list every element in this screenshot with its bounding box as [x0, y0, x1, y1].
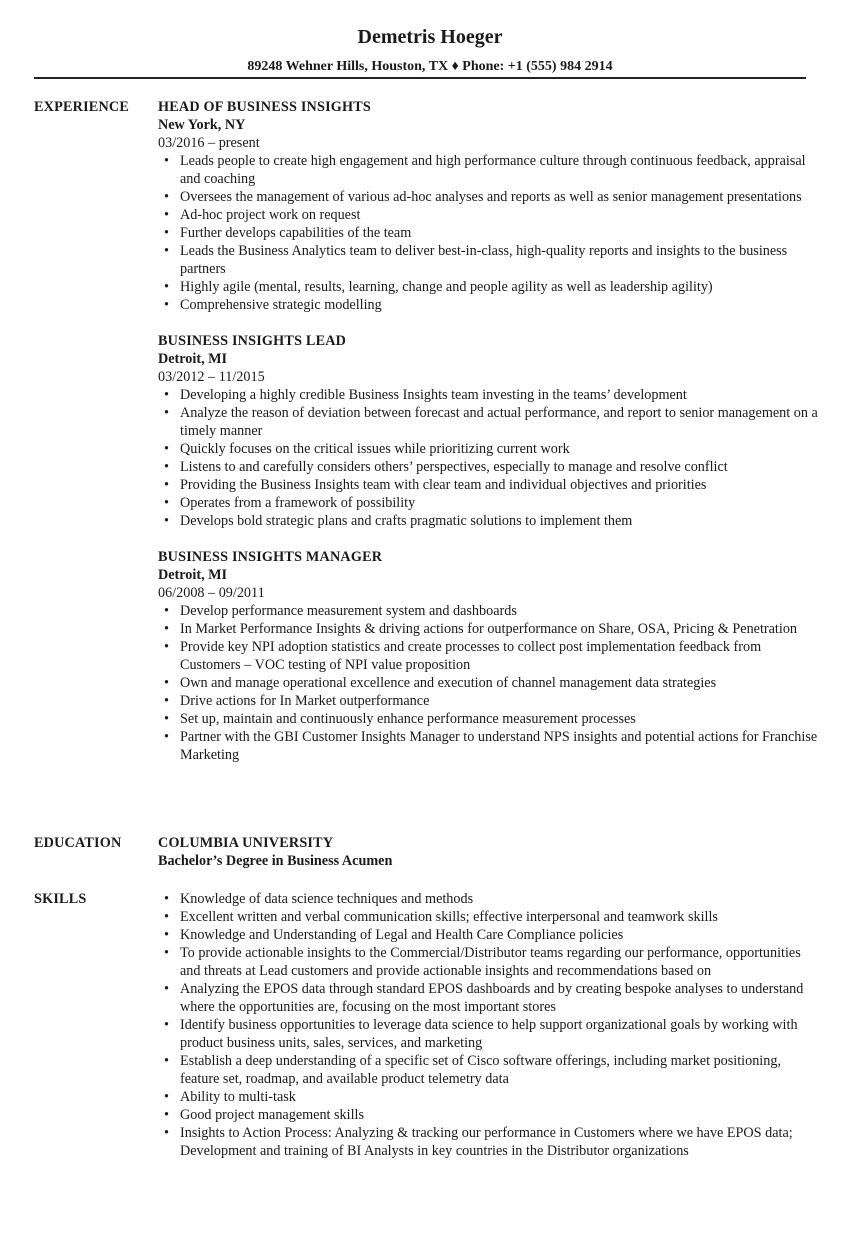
bullet-icon: •	[164, 297, 169, 313]
job-entry	[158, 98, 818, 314]
list-item	[158, 296, 818, 314]
education-heading: EDUCATION	[34, 835, 122, 851]
list-item	[158, 1016, 818, 1052]
list-item	[158, 890, 818, 908]
list-item	[158, 224, 818, 242]
bullet-text: Own and manage operational excellence and execution of channel management data strategies	[180, 675, 717, 691]
list-item	[158, 926, 818, 944]
skills-bullet-list	[158, 890, 818, 1160]
contact-line: 89248 Wehner Hills, Houston, TX ♦ Phone: +1 (555) 984 2914	[247, 59, 613, 74]
job-dates: 06/2008 – 09/2011	[158, 585, 265, 601]
bullet-text: Quickly focuses on the critical issues while prioritizing current work	[180, 441, 570, 457]
bullet-icon: •	[164, 441, 169, 457]
list-item	[158, 494, 818, 512]
bullet-icon: •	[164, 675, 169, 691]
bullet-icon: •	[164, 1089, 169, 1105]
bullet-text: Leads the Business Analytics team to deliver best-in-class, high-quality reports and insights to the business partners	[180, 243, 788, 277]
bullet-text: Knowledge of data science techniques and methods	[180, 891, 474, 907]
bullet-text: Knowledge and Understanding of Legal and Health Care Compliance policies	[180, 927, 624, 943]
bullet-icon: •	[164, 693, 169, 709]
job-location: Detroit, MI	[158, 567, 228, 583]
bullet-text: Identify business opportunities to leverage data science to help support organizational goals by working with product business units, sales, services, and marketing	[180, 1017, 798, 1051]
bullet-icon: •	[164, 1053, 169, 1069]
skills-heading: SKILLS	[34, 891, 87, 907]
list-item	[158, 908, 818, 926]
bullet-icon: •	[164, 981, 169, 997]
list-item	[158, 944, 818, 980]
bullet-icon: •	[164, 891, 169, 907]
list-item	[158, 674, 818, 692]
job-dates: 03/2016 – present	[158, 135, 260, 151]
bullet-icon: •	[164, 1017, 169, 1033]
bullet-text: Developing a highly credible Business Insights team investing in the teams’ development	[180, 387, 687, 403]
job-title: HEAD OF BUSINESS INSIGHTS	[158, 99, 372, 115]
job-entry	[158, 332, 818, 530]
list-item	[158, 638, 818, 674]
bullet-icon: •	[164, 1125, 169, 1141]
list-item	[158, 710, 818, 728]
list-item	[158, 242, 818, 278]
bullet-icon: •	[164, 189, 169, 205]
job-bullet-list	[158, 602, 818, 764]
bullet-text: Develops bold strategic plans and crafts pragmatic solutions to implement them	[180, 513, 633, 529]
bullet-icon: •	[164, 459, 169, 475]
bullet-text: Oversees the management of various ad-hoc analyses and reports as well as senior management presentations	[180, 189, 802, 205]
list-item	[158, 980, 818, 1016]
degree-name: Bachelor’s Degree in Business Acumen	[158, 853, 393, 869]
bullet-text: To provide actionable insights to the Commercial/Distributor teams regarding our performance, opportunities and threats at Lead customers and provide actionable insights and recommendations based on	[180, 945, 801, 979]
bullet-icon: •	[164, 711, 169, 727]
bullet-text: Listens to and carefully considers others’ perspectives, especially to manage and resolve conflict	[180, 459, 728, 475]
bullet-icon: •	[164, 477, 169, 493]
list-item	[158, 692, 818, 710]
bullet-text: Further develops capabilities of the team	[180, 225, 412, 241]
bullet-icon: •	[164, 225, 169, 241]
bullet-text: Providing the Business Insights team with clear team and individual objectives and priorities	[180, 477, 707, 493]
job-bullet-list	[158, 386, 818, 530]
list-item	[158, 602, 818, 620]
bullet-text: Comprehensive strategic modelling	[180, 297, 382, 313]
job-dates: 03/2012 – 11/2015	[158, 369, 265, 385]
bullet-text: Leads people to create high engagement and high performance culture through continuous feedback, appraisal and coaching	[180, 153, 806, 187]
bullet-text: Ad-hoc project work on request	[180, 207, 361, 223]
bullet-icon: •	[164, 603, 169, 619]
bullet-icon: •	[164, 909, 169, 925]
list-item	[158, 278, 818, 296]
bullet-icon: •	[164, 495, 169, 511]
experience-heading: EXPERIENCE	[34, 99, 130, 115]
experience-body	[158, 98, 818, 782]
bullet-icon: •	[164, 639, 169, 655]
candidate-name: Demetris Hoeger	[357, 26, 503, 48]
list-item	[158, 386, 818, 404]
list-item	[158, 476, 818, 494]
list-item	[158, 404, 818, 440]
bullet-icon: •	[164, 243, 169, 259]
bullet-text: Drive actions for In Market outperformance	[180, 693, 430, 709]
header-divider	[34, 77, 806, 79]
job-title: BUSINESS INSIGHTS MANAGER	[158, 549, 383, 565]
bullet-icon: •	[164, 729, 169, 745]
bullet-text: Operates from a framework of possibility	[180, 495, 416, 511]
skills-body	[158, 890, 818, 1160]
bullet-icon: •	[164, 927, 169, 943]
list-item	[158, 1106, 818, 1124]
list-item	[158, 1124, 818, 1160]
list-item	[158, 620, 818, 638]
job-location: Detroit, MI	[158, 351, 228, 367]
bullet-text: Provide key NPI adoption statistics and create processes to collect post implementation feedback from Customers – VOC testing of NPI value proposition	[180, 639, 762, 673]
bullet-icon: •	[164, 1107, 169, 1123]
list-item	[158, 152, 818, 188]
bullet-text: Good project management skills	[180, 1107, 365, 1123]
bullet-icon: •	[164, 405, 169, 421]
job-title: BUSINESS INSIGHTS LEAD	[158, 333, 347, 349]
bullet-icon: •	[164, 513, 169, 529]
list-item	[158, 1088, 818, 1106]
list-item	[158, 458, 818, 476]
list-item	[158, 440, 818, 458]
bullet-text: Analyzing the EPOS data through standard EPOS dashboards and by creating bespoke analyses to understand where the opportunities are, focusing on the most important stores	[180, 981, 804, 1015]
bullet-text: Develop performance measurement system and dashboards	[180, 603, 517, 619]
bullet-icon: •	[164, 387, 169, 403]
list-item	[158, 728, 818, 764]
school-name: COLUMBIA UNIVERSITY	[158, 835, 334, 851]
bullet-text: Ability to multi-task	[180, 1089, 296, 1105]
bullet-text: Partner with the GBI Customer Insights Manager to understand NPS insights and potential actions for Franchise Marketing	[180, 729, 818, 763]
list-item	[158, 1052, 818, 1088]
job-entry	[158, 548, 818, 764]
list-item	[158, 512, 818, 530]
bullet-icon: •	[164, 945, 169, 961]
job-bullet-list	[158, 152, 818, 314]
bullet-text: Highly agile (mental, results, learning, change and people agility as well as leadership agility)	[180, 279, 713, 295]
bullet-text: Excellent written and verbal communication skills; effective interpersonal and teamwork skills	[180, 909, 718, 925]
bullet-icon: •	[164, 279, 169, 295]
list-item	[158, 206, 818, 224]
job-location: New York, NY	[158, 117, 246, 133]
bullet-icon: •	[164, 621, 169, 637]
bullet-text: Establish a deep understanding of a specific set of Cisco software offerings, including market positioning, feature set, roadmap, and available product telemetry data	[180, 1053, 781, 1087]
bullet-text: Analyze the reason of deviation between forecast and actual performance, and report to senior management on a timely manner	[180, 405, 818, 439]
bullet-text: Insights to Action Process: Analyzing & tracking our performance in Customers where we have EPOS data; Development and training of BI Analysts in key countries in the Distributor organizations	[180, 1125, 793, 1159]
bullet-text: In Market Performance Insights & driving actions for outperformance on Share, OSA, Pricing & Penetration	[180, 621, 798, 637]
list-item	[158, 188, 818, 206]
education-body	[158, 834, 818, 870]
bullet-icon: •	[164, 153, 169, 169]
bullet-text: Set up, maintain and continuously enhance performance measurement processes	[180, 711, 636, 727]
bullet-icon: •	[164, 207, 169, 223]
